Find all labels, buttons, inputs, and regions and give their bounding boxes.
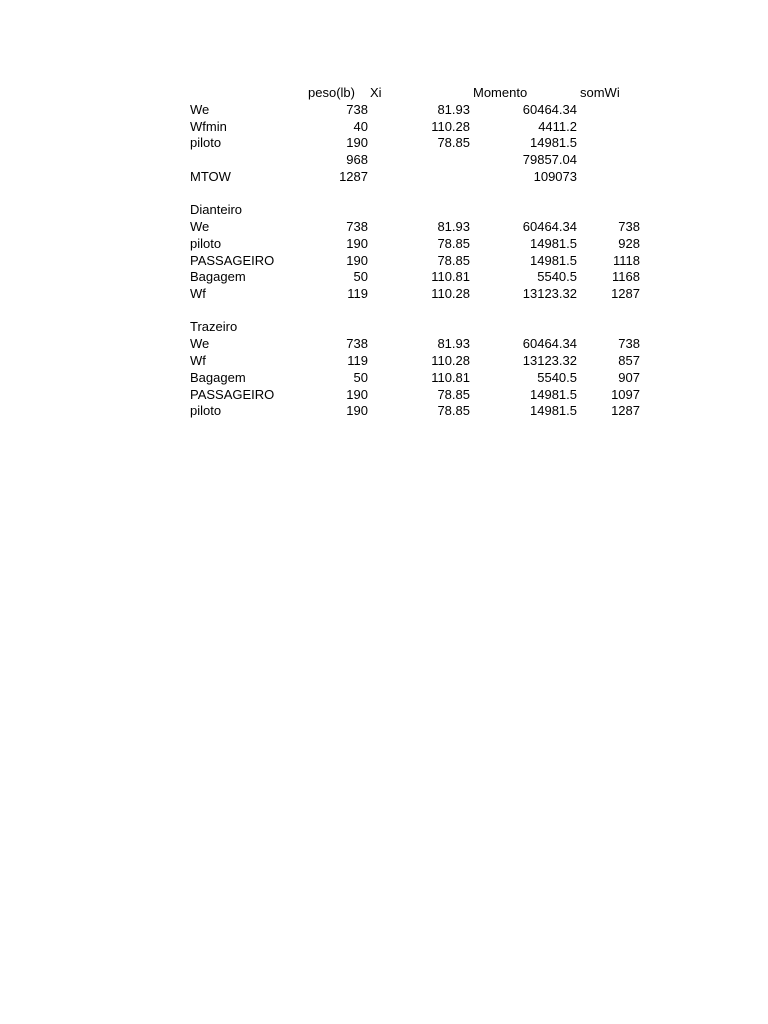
table-row bbox=[0, 268, 768, 285]
row-label: We bbox=[190, 336, 210, 351]
row-somwi: 1287 bbox=[611, 403, 640, 418]
row-xi: 81.93 bbox=[437, 219, 470, 234]
row-xi: 78.85 bbox=[437, 135, 470, 150]
row-momento: 13123.32 bbox=[522, 353, 577, 368]
row-label: We bbox=[190, 219, 210, 234]
row-somwi: 857 bbox=[618, 353, 640, 368]
row-xi: 110.28 bbox=[431, 119, 470, 134]
row-label: piloto bbox=[190, 236, 222, 251]
row-somwi bbox=[585, 151, 640, 168]
row-momento: 60464.34 bbox=[522, 102, 577, 117]
header-peso: peso(lb) bbox=[308, 85, 355, 100]
row-momento: 4411.2 bbox=[538, 119, 577, 134]
section-title-row bbox=[0, 318, 768, 335]
row-peso: 119 bbox=[347, 353, 368, 368]
row-label: We bbox=[190, 102, 210, 117]
row-label: piloto bbox=[190, 135, 222, 150]
section-title-trazeiro: Trazeiro bbox=[190, 319, 238, 334]
row-momento: 14981.5 bbox=[530, 253, 577, 268]
row-peso: 190 bbox=[346, 236, 368, 251]
table-row bbox=[0, 151, 768, 168]
row-xi: 78.85 bbox=[437, 236, 470, 251]
row-peso: 40 bbox=[353, 119, 368, 134]
row-peso: 738 bbox=[346, 336, 368, 351]
row-xi: 110.81 bbox=[431, 370, 470, 385]
header-somwi: somWi bbox=[580, 85, 620, 100]
row-label: piloto bbox=[190, 403, 222, 418]
row-somwi: 1097 bbox=[611, 387, 640, 402]
table-row bbox=[0, 252, 768, 269]
header-xi: Xi bbox=[370, 85, 382, 100]
row-peso: 738 bbox=[346, 102, 368, 117]
row-momento: 60464.34 bbox=[522, 336, 577, 351]
row-peso: 190 bbox=[346, 387, 368, 402]
table-row bbox=[0, 335, 768, 352]
table-row bbox=[0, 101, 768, 118]
row-xi: 110.28 bbox=[431, 353, 470, 368]
table-row bbox=[0, 352, 768, 369]
row-peso: 190 bbox=[346, 135, 368, 150]
row-somwi: 1168 bbox=[612, 269, 640, 284]
header-momento: Momento bbox=[473, 85, 528, 100]
row-peso: 50 bbox=[353, 269, 368, 284]
table-row bbox=[0, 402, 768, 419]
row-somwi: 928 bbox=[618, 236, 640, 251]
row-somwi: 738 bbox=[618, 219, 640, 234]
row-peso: 190 bbox=[346, 403, 368, 418]
row-xi: 81.93 bbox=[437, 102, 470, 117]
row-momento: 14981.5 bbox=[530, 135, 577, 150]
row-label: Bagagem bbox=[190, 269, 246, 284]
table-row bbox=[0, 168, 768, 185]
table-row bbox=[0, 235, 768, 252]
row-label bbox=[190, 151, 300, 168]
row-peso: 119 bbox=[347, 286, 368, 301]
row-peso: 50 bbox=[353, 370, 368, 385]
row-momento: 14981.5 bbox=[530, 236, 577, 251]
row-xi: 78.85 bbox=[437, 253, 470, 268]
row-label: MTOW bbox=[190, 169, 231, 184]
row-xi: 110.28 bbox=[431, 286, 470, 301]
row-momento: 13123.32 bbox=[522, 286, 577, 301]
row-peso: 190 bbox=[346, 253, 368, 268]
row-momento: 5540.5 bbox=[537, 269, 577, 284]
row-xi bbox=[380, 168, 470, 185]
table-row bbox=[0, 134, 768, 151]
row-label: Wf bbox=[190, 286, 206, 301]
row-peso: 1287 bbox=[339, 169, 368, 184]
header-row bbox=[0, 84, 768, 101]
row-momento: 60464.34 bbox=[522, 219, 577, 234]
row-somwi bbox=[585, 168, 640, 185]
row-somwi: 907 bbox=[618, 370, 640, 385]
row-somwi bbox=[585, 101, 640, 118]
section-title-dianteiro: Dianteiro bbox=[190, 202, 243, 217]
table-row bbox=[0, 369, 768, 386]
row-xi: 78.85 bbox=[437, 387, 470, 402]
section-title-row bbox=[0, 201, 768, 218]
table-row bbox=[0, 285, 768, 302]
row-somwi: 1287 bbox=[611, 286, 640, 301]
row-momento: 5540.5 bbox=[537, 370, 577, 385]
row-xi bbox=[380, 151, 470, 168]
row-label: PASSAGEIRO bbox=[190, 253, 275, 268]
row-label: Wf bbox=[190, 353, 206, 368]
row-label: Wfmin bbox=[190, 119, 227, 134]
row-momento: 79857.04 bbox=[522, 152, 577, 167]
row-label: Bagagem bbox=[190, 370, 246, 385]
row-somwi: 1118 bbox=[613, 253, 640, 268]
row-somwi bbox=[585, 134, 640, 151]
row-xi: 81.93 bbox=[437, 336, 470, 351]
row-momento: 109073 bbox=[533, 169, 577, 184]
row-peso: 738 bbox=[346, 219, 368, 234]
row-momento: 14981.5 bbox=[530, 387, 577, 402]
row-label: PASSAGEIRO bbox=[190, 387, 275, 402]
table-row bbox=[0, 386, 768, 403]
row-momento: 14981.5 bbox=[530, 403, 577, 418]
row-somwi bbox=[585, 118, 640, 135]
row-xi: 110.81 bbox=[431, 269, 470, 284]
row-somwi: 738 bbox=[618, 336, 640, 351]
row-xi: 78.85 bbox=[437, 403, 470, 418]
row-peso: 968 bbox=[346, 152, 368, 167]
table-row bbox=[0, 118, 768, 135]
table-row bbox=[0, 218, 768, 235]
